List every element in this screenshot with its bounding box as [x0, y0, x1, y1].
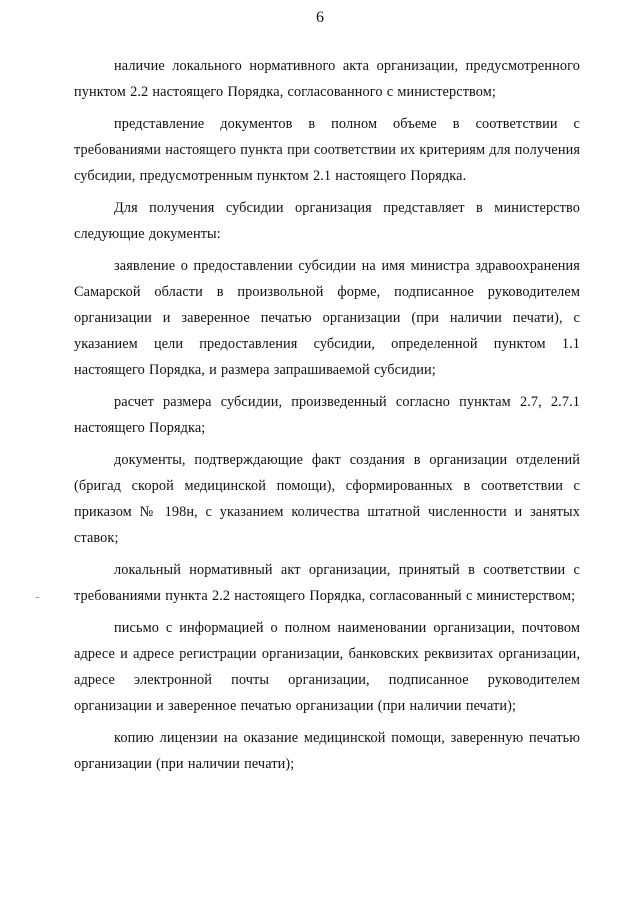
scan-margin-mark: [36, 597, 39, 598]
paragraph-application: заявление о предоставлении субсидии на имя министра здравоохранения Самарской области в произвольной форме, подписанное руководителем организации и заверенное печатью организации (при наличии печати), с указанием цели предоставления субсидии, определенной пунктом 1.1 настоящего Порядка, и размера запрашиваемой субсидии;: [74, 258, 580, 378]
document-body: [74, 53, 580, 777]
paragraph-local-act-requirement: наличие локального нормативного акта организации, предусмотренного пунктом 2.2 настоящего Порядка, согласованного с министерством;: [74, 58, 580, 100]
paragraph-organization-letter: письмо с информацией о полном наименовании организации, почтовом адресе и адресе регистрации организации, банковских реквизитах организации, адресе электронной почты организации, подписанное руководителем организации и заверенное печатью организации (при наличии печати);: [74, 620, 580, 714]
paragraph-subsidy-calculation: расчет размера субсидии, произведенный согласно пунктам 2.7, 2.7.1 настоящего Порядка;: [74, 394, 580, 436]
paragraph-license-copy: копию лицензии на оказание медицинской помощи, заверенную печатью организации (при наличии печати);: [74, 730, 580, 772]
paragraph-documents-submission: представление документов в полном объеме в соответствии с требованиями настоящего пункта при соответствии их критериям для получения субсидии, предусмотренным пунктом 2.1 настоящего Порядка.: [74, 116, 580, 184]
paragraph-department-documents: документы, подтверждающие факт создания в организации отделений (бригад скорой медицинской помощи), сформированных в соответствии с приказом № 198н, с указанием количества штатной численности и занятых ставок;: [74, 452, 580, 546]
paragraph-local-normative-act: локальный нормативный акт организации, принятый в соответствии с требованиями пункта 2.2 настоящего Порядка, согласованный с министерством;: [74, 562, 580, 604]
paragraph-documents-intro: Для получения субсидии организация представляет в министерство следующие документы:: [74, 200, 580, 242]
page-number: 6: [316, 9, 324, 26]
